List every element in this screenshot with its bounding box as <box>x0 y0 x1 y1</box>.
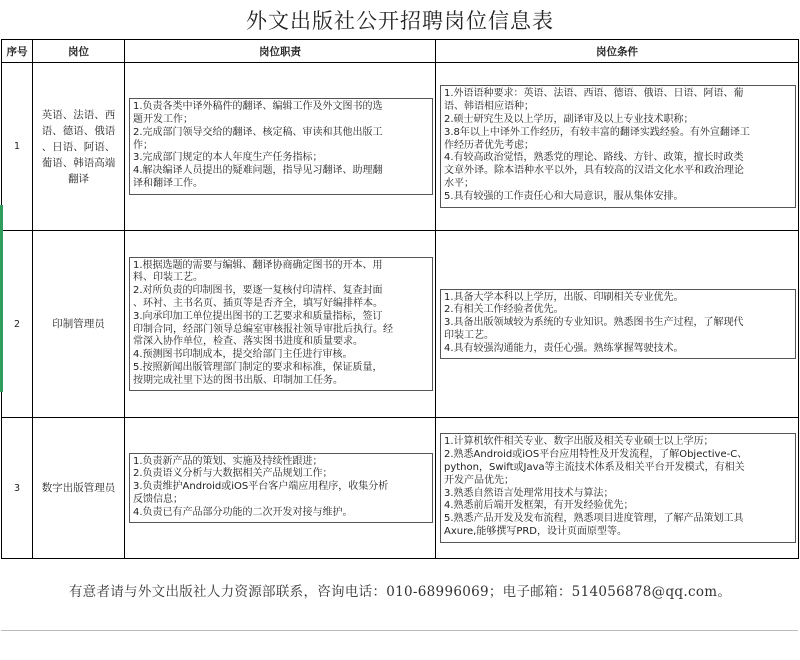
requirement-line: 2.有相关工作经验者优先。 <box>444 304 564 316</box>
duty-line: 5.按照新闻出版管理部门制定的要求和标准，保证质量， <box>133 361 383 373</box>
requirement-line: 4.具有较强沟通能力，责任心强。熟练掌握驾驶技术。 <box>444 342 684 354</box>
duty-line: 反馈信息； <box>133 493 183 505</box>
requirement-line: 水平； <box>444 177 474 189</box>
row-number: 2 <box>2 231 33 418</box>
table-header-row <box>2 40 799 63</box>
requirements-cell <box>436 63 799 231</box>
duty-line: 2.负责语义分析与大数据相关产品规划工作； <box>133 468 333 480</box>
bottom-divider <box>1 630 798 631</box>
duties-textbox <box>129 98 433 195</box>
duties-cell <box>125 63 436 231</box>
requirements-textbox <box>440 433 796 542</box>
requirement-line: 3.熟悉自然语言处理常用技术与算法； <box>444 487 614 499</box>
header-position: 岗位 <box>33 40 125 63</box>
duty-line: 1.负责新产品的策划、实施及持续性跟进； <box>133 455 323 467</box>
duties-cell <box>125 231 436 418</box>
duty-line: 3.向承印加工单位提出图书的工艺要求和质量指标，签订 <box>133 310 383 322</box>
requirements-textbox <box>440 289 796 360</box>
position-line: 数字出版管理员 <box>41 482 116 494</box>
duty-line: 按期完成社里下达的图书出版、印制加工任务。 <box>133 374 343 386</box>
duty-line: 4.预测图书印制成本，提交给部门主任进行审核。 <box>133 349 353 361</box>
position-line: 印制管理员 <box>52 318 105 330</box>
duties-textbox <box>129 453 433 524</box>
duties-textbox <box>129 257 433 392</box>
requirement-line: 2.硕士研究生及以上学历，副译审及以上专业技术职称； <box>444 114 694 125</box>
duty-line: 印制合同，经部门领导总编室审核报社领导审批后执行。经 <box>133 323 393 335</box>
duty-line: 3.负责维护Android或iOS平台客户端应用程序，收集分析 <box>133 481 389 493</box>
requirement-line: python，Swift或Java等主流技术体系及相关平台开发模式，有相关 <box>444 461 745 473</box>
requirement-line: Axure,能够撰写PRD，设计页面原型等。 <box>444 525 627 537</box>
duty-line: 2.对所负责的印制图书，要逐一复核付印清样、复查封面 <box>133 285 383 297</box>
table-row <box>2 63 799 231</box>
requirement-line: 4.熟悉前后端开发框架，有开发经验优先； <box>444 500 634 512</box>
duty-line: 译和翻译工作。 <box>133 177 203 189</box>
duty-line: 常深入协作单位，检查、落实图书进度和质量要求。 <box>133 336 363 348</box>
requirement-line: 1.外语语种要求：英语、法语、西语、德语、俄语、日语、阿语、葡 <box>444 88 744 100</box>
row-number: 3 <box>2 418 33 559</box>
requirement-line: 3.8年以上中译外工作经历，有较丰富的翻译实践经验。有外宣翻译工 <box>444 126 750 138</box>
position-line: 英语、法语、西 <box>41 108 116 121</box>
duty-line: 3.完成部门规定的本人年度生产任务指标； <box>133 152 323 164</box>
requirement-line: 文章外译。除本语种水平以外，具有较高的汉语文化水平和政治理论 <box>444 165 744 177</box>
requirement-line: 语、韩语相应语种； <box>444 101 534 113</box>
table-row <box>2 418 799 559</box>
requirement-line: 2.熟悉Android或iOS平台应用特性及开发流程，了解Objective-C、 <box>444 449 748 461</box>
position-line: 翻译 <box>68 172 89 185</box>
requirement-line: 3.具备出版领域较为系统的专业知识。熟悉图书生产过程，了解现代 <box>444 317 744 329</box>
header-duties: 岗位职责 <box>125 40 436 63</box>
table-row <box>2 231 799 418</box>
duty-line: 2.完成部门领导交给的翻译、核定稿、审读和其他出版工 <box>133 126 383 138</box>
duty-line: 、环衬、主书名页、插页等是否齐全，填写好编排样本。 <box>133 297 383 309</box>
duties-cell <box>125 418 436 559</box>
header-requirements: 岗位条件 <box>436 40 799 63</box>
page-title: 外文出版社公开招聘岗位信息表 <box>246 9 554 33</box>
requirement-line: 开发产品优先； <box>444 474 514 486</box>
requirement-line: 4.有较高政治觉悟，熟悉党的理论、路线、方针、政策，擅长时政类 <box>444 152 744 164</box>
duty-line: 作； <box>133 139 153 151</box>
duty-line: 1.负责各类中译外稿件的翻译、编辑工作及外文图书的选 <box>133 101 383 113</box>
requirement-line: 1.计算机软件相关专业、数字出版及相关专业硕士以上学历； <box>444 436 714 448</box>
selection-edge-marker <box>0 205 3 392</box>
requirement-line: 印装工艺。 <box>444 329 494 341</box>
position-name <box>33 63 125 231</box>
requirement-line: 作经历者优先考虑； <box>444 139 534 151</box>
position-line: 、日语、阿语、 <box>41 140 116 153</box>
requirement-line: 5.具有较强的工作责任心和大局意识，服从集体安排。 <box>444 190 684 202</box>
row-number: 1 <box>2 63 33 231</box>
header-no: 序号 <box>2 40 33 63</box>
position-line: 语、德语、俄语 <box>41 124 116 137</box>
requirements-cell <box>436 231 799 418</box>
position-name <box>33 418 125 559</box>
duty-line: 4.负责已有产品部分功能的二次开发对接与维护。 <box>133 506 353 518</box>
duty-line: 题开发工作； <box>133 114 193 125</box>
contact-info: 有意者请与外文出版社人力资源部联系，咨询电话：010-68996069；电子邮箱：514056878@qq.com。 <box>68 584 732 600</box>
duty-line: 4.解决编译人员提出的疑难问题，指导见习翻译、助理翻 <box>133 165 383 177</box>
position-name <box>33 231 125 418</box>
duty-line: 料、印装工艺。 <box>133 272 203 284</box>
position-line: 葡语、韩语高端 <box>41 156 116 169</box>
requirements-textbox <box>440 85 796 207</box>
requirements-cell <box>436 418 799 559</box>
requirement-line: 1.具备大学本科以上学历，出版、印刷相关专业优先。 <box>444 291 684 303</box>
requirement-line: 5.熟悉产品开发及发布流程，熟悉项目进度管理，了解产品策划工具 <box>444 513 744 525</box>
duty-line: 1.根据选题的需要与编辑、翻译协商确定图书的开本、用 <box>133 259 383 271</box>
recruitment-table <box>1 39 799 559</box>
